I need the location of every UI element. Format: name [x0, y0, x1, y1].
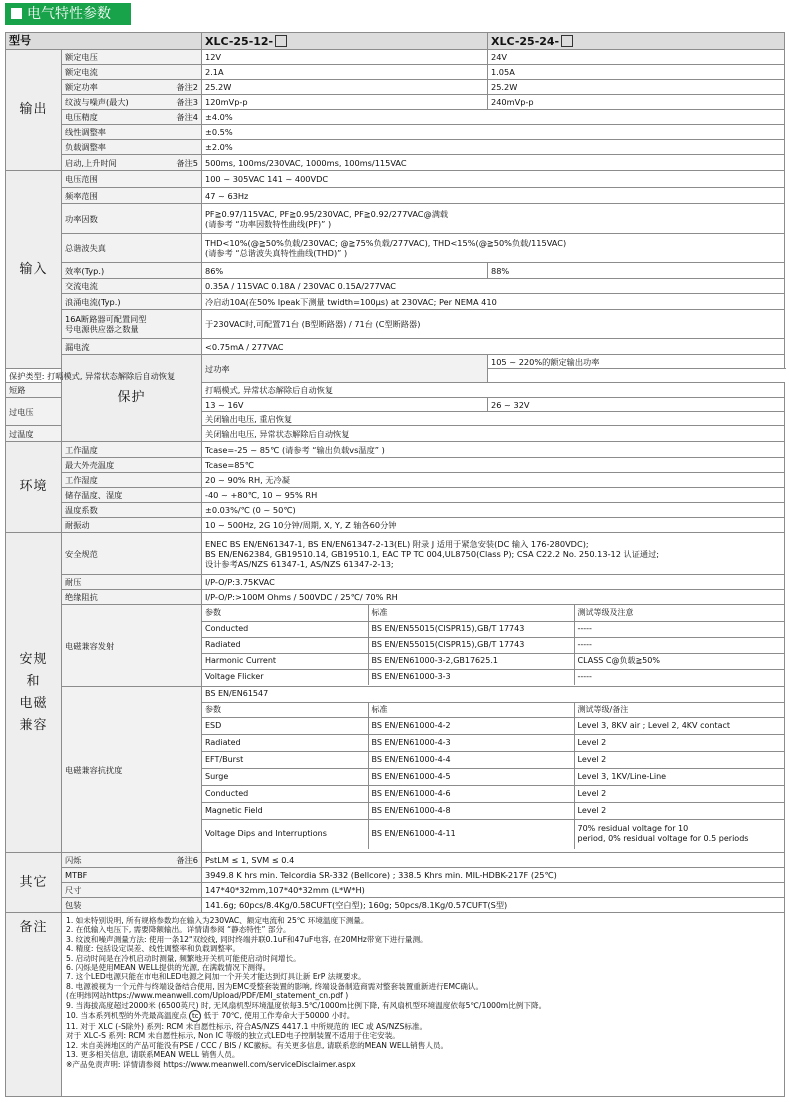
row-value: 10 ~ 500Hz, 2G 10分钟/周期, X, Y, Z 轴各60分钟	[202, 518, 785, 533]
param: Voltage Flicker	[202, 669, 368, 685]
param: Magnetic Field	[202, 802, 368, 819]
section-title	[5, 3, 131, 25]
row-label: 效率(Typ.)	[62, 263, 202, 279]
notes-block	[62, 913, 785, 1097]
row-value: I/P-O/P:3.75KVAC	[202, 575, 785, 590]
row-label: 漏电流	[62, 339, 202, 355]
std: BS EN/EN61000-4-5	[368, 768, 574, 785]
row-label: 闪烁 备注6	[62, 853, 202, 868]
row-value: ±0.03%/℃ (0 ~ 50℃)	[202, 503, 785, 518]
param: Conducted	[202, 785, 368, 802]
row-label: MTBF	[62, 868, 202, 883]
row-label: 过功率	[202, 355, 488, 383]
col-header: 测试等级/备注	[574, 702, 784, 717]
param: Harmonic Current	[202, 653, 368, 669]
col-header: 参数	[202, 702, 368, 717]
value-24: 240mVp-p	[488, 95, 785, 110]
row-label: 过电压	[6, 398, 62, 426]
row-value: 500ms, 100ms/230VAC, 1000ms, 100ms/115VAC	[202, 155, 785, 171]
model-12: XLC-25-12-	[202, 33, 488, 50]
note-line: 4. 精度: 包括设定误差、线性调整率和负载调整率。	[66, 944, 241, 954]
row-value: 105 ~ 220%的额定输出功率	[488, 355, 785, 369]
row-label: 耐振动	[62, 518, 202, 533]
row-value: 关闭输出电压, 异常状态解除后自动恢复	[202, 426, 785, 442]
row-value: 冷启动10A(在50% Ipeak下测量 twidth=100μs) at 230VAC; Per NEMA 410	[202, 294, 785, 310]
row-value: 关闭输出电压, 重启恢复	[202, 412, 785, 426]
row-value: ENEC BS EN/EN61347-1, BS EN/EN61347-2-13(EL) 附录 J 适用于紧急安装(DC 输入 176-280VDC); BS EN/EN62384, GB19510.14, GB19510.1, EAC TP TC 004,UL8750(Class P); CSA C22.2 No. 250.13-12 认证通过; 设计参考AS/NZS 61347-1, AS/NZS 61347-2-13;	[202, 533, 785, 575]
std: BS EN/EN61000-3-2,GB17625.1	[368, 653, 574, 669]
row-label: 安全规范	[62, 533, 202, 575]
level: -----	[574, 621, 784, 637]
row-label: 尺寸	[62, 883, 202, 898]
col-header: 标准	[368, 605, 574, 621]
row-value: 打嗝模式, 异常状态解除后自动恢复	[202, 383, 785, 398]
row-value: Tcase=85℃	[202, 458, 785, 473]
row-value: Tcase=-25 ~ 85℃ (请参考 “输出负载vs温度” )	[202, 442, 785, 458]
value-12: 2.1A	[202, 65, 488, 80]
param: Voltage Dips and Interruptions	[202, 819, 368, 849]
row-label: 16A断路器可配置同型 号电源供应器之数量	[62, 310, 202, 339]
row-label: 额定电流	[62, 65, 202, 80]
value-24: 1.05A	[488, 65, 785, 80]
note-line: 8. 电源被视为一个元件与终端设备结合使用, 因为EMC受整套装置的影响, 终端设备制造商需对整套装置重新进行EMC确认。	[66, 981, 484, 991]
level: Level 3, 1KV/Line-Line	[574, 768, 784, 785]
std: BS EN/EN61000-4-4	[368, 751, 574, 768]
col-header: 测试等级及注意	[574, 605, 784, 621]
note-line: 11. 对于 XLC (-S除外) 系列: RCM 未自愿性标示, 符合AS/NZS 4417.1 中所规范的 IEC 或 AS/NZS标准。	[66, 1022, 428, 1032]
row-label: 最大外壳温度	[62, 458, 202, 473]
row-label: 浪涌电流(Typ.)	[62, 294, 202, 310]
row-label: 工作湿度	[62, 473, 202, 488]
row-value: <0.75mA / 277VAC	[202, 339, 785, 355]
row-label: 启动,上升时间 备注5	[62, 155, 202, 171]
row-label: 电压精度 备注4	[62, 110, 202, 125]
note-line: 2. 在低输入电压下, 需要降额输出。详情请参阅 “静态特性” 部分。	[66, 925, 291, 935]
note-line: 7. 这个LED电源只能在市电和LED电源之间加一个开关才能达到灯具让新 ErP 法规要求。	[66, 972, 366, 982]
group-notes: 备注	[6, 913, 62, 1097]
row-value: 47 ~ 63Hz	[202, 188, 785, 204]
row-value: ±0.5%	[202, 125, 785, 140]
value-12: 25.2W	[202, 80, 488, 95]
level: CLASS C@负载≧50%	[574, 653, 784, 669]
note-line: 6. 闪烁是使用MEAN WELL提供的光源, 在满载情况下测得。	[66, 963, 271, 973]
emc-emission-table	[202, 605, 785, 687]
value-24: 25.2W	[488, 80, 785, 95]
row-label: 额定电压	[62, 50, 202, 65]
row-value: 保护类型: 打嗝模式, 异常状态解除后自动恢复	[6, 369, 202, 383]
row-label: 电磁兼容发射	[62, 605, 202, 687]
std: BS EN/EN61000-4-8	[368, 802, 574, 819]
note-line: ※产品免责声明: 详情请参阅 https://www.meanwell.com/serviceDisclaimer.aspx	[66, 1059, 356, 1069]
checkbox-icon	[275, 35, 287, 47]
note-line: 13. 更多相关信息, 请联系MEAN WELL 销售人员。	[66, 1050, 240, 1060]
param: Conducted	[202, 621, 368, 637]
level: -----	[574, 637, 784, 653]
row-label: 负载调整率	[62, 140, 202, 155]
group-environment: 环境	[6, 442, 62, 533]
group-protection: 保护	[62, 355, 202, 442]
param: EFT/Burst	[202, 751, 368, 768]
row-value: 于230VAC时,可配置71台 (B型断路器) / 71台 (C型断路器)	[202, 310, 785, 339]
row-label: 工作温度	[62, 442, 202, 458]
note-line: 3. 纹波和噪声测量方法: 使用一条12"双绞线, 同时终端并联0.1uF和47uF电容, 在20MHz带宽下进行量测。	[66, 934, 428, 944]
row-value: 3949.8 K hrs min. Telcordia SR-332 (Bellcore) ; 338.5 Khrs min. MIL-HDBK-217F (25℃)	[202, 868, 785, 883]
row-value: I/P-O/P:>100M Ohms / 500VDC / 25℃/ 70% RH	[202, 590, 785, 605]
col-header: 标准	[368, 702, 574, 717]
row-label: 总谐波失真	[62, 234, 202, 263]
row-label: 储存温度、湿度	[62, 488, 202, 503]
row-label: 额定功率 备注2	[62, 80, 202, 95]
level: Level 2	[574, 751, 784, 768]
row-label: 绝缘阻抗	[62, 590, 202, 605]
value-12: 12V	[202, 50, 488, 65]
row-value: 100 ~ 305VAC 141 ~ 400VDC	[202, 171, 785, 188]
level: Level 3, 8KV air ; Level 2, 4KV contact	[574, 717, 784, 734]
row-value: ±2.0%	[202, 140, 785, 155]
row-value: -40 ~ +80℃, 10 ~ 95% RH	[202, 488, 785, 503]
note-line: 9. 当海拔高度超过2000米 (6500英尺) 时, 无风扇机型环境温度依每3.5℃/1000m比例下降, 有风扇机型环境温度依每5℃/1000m比例下降。	[66, 1000, 547, 1010]
spec-table	[5, 32, 785, 1097]
level: 70% residual voltage for 10 period, 0% residual voltage for 0.5 periods	[574, 819, 784, 849]
note-line: 5. 启动时间是在冷机启动时测量, 频繁地开关机可能使启动时间增长。	[66, 953, 301, 963]
row-label: 耐压	[62, 575, 202, 590]
std: BS EN/EN55015(CISPR15),GB/T 17743	[368, 637, 574, 653]
row-value: PstLM ≤ 1, SVM ≤ 0.4	[202, 853, 785, 868]
param: ESD	[202, 717, 368, 734]
value-24: 88%	[488, 263, 785, 279]
col-header: 参数	[202, 605, 368, 621]
std: BS EN/EN61000-4-2	[368, 717, 574, 734]
level: Level 2	[574, 734, 784, 751]
tc-icon: tc	[189, 1010, 201, 1022]
row-label: 电压范围	[62, 171, 202, 188]
param: Radiated	[202, 734, 368, 751]
model-row	[6, 33, 785, 50]
group-input: 输入	[6, 171, 62, 369]
row-label: 短路	[6, 383, 62, 398]
section-title-text: 电气特性参数	[27, 6, 111, 22]
note-line: 1. 如未特别说明, 所有规格参数均在输入为230VAC、额定电流和 25℃ 环境温度下测量。	[66, 916, 369, 925]
emc-immunity-table	[202, 687, 785, 853]
checkbox-icon	[561, 35, 573, 47]
level: -----	[574, 669, 784, 685]
row-label: 温度系数	[62, 503, 202, 518]
level: Level 2	[574, 785, 784, 802]
immunity-standard: BS EN/EN61547	[202, 687, 784, 702]
note-line: 12. 未自美洲地区的产品可能没有PSE / CCC / BIS / KC徽标。有关更多信息, 请联系您的MEAN WELL销售人员。	[66, 1040, 449, 1050]
row-label: 交流电流	[62, 279, 202, 294]
row-value: ±4.0%	[202, 110, 785, 125]
row-label: 过温度	[6, 426, 62, 442]
note-line: 10. 当本系列机型的外壳最高温度点 tc 低于 70℃, 使用工作寿命大于50000 小时。	[66, 1011, 355, 1021]
row-value: 20 ~ 90% RH, 无冷凝	[202, 473, 785, 488]
group-output: 输出	[6, 50, 62, 171]
row-label: 包装	[62, 898, 202, 913]
row-label: 纹波与噪声(最大) 备注3	[62, 95, 202, 110]
value-24: 26 ~ 32V	[488, 398, 785, 412]
note-line: (在明纬网站https://www.meanwell.com/Upload/PDF/EMI_statement_cn.pdf )	[66, 991, 349, 1001]
row-value: THD<10%(@≧50%负载/230VAC; @≧75%负载/277VAC), THD<15%(@≧50%负载/115VAC) (请参考 “总谐波失真特性曲线(THD)” )	[202, 234, 785, 263]
note-line: 对于 XLC-S 系列: RCM 未自愿性标示, Non IC 等级的独立式LED电子控制装置不适用于住宅安装。	[66, 1031, 400, 1041]
row-label: 电磁兼容抗扰度	[62, 687, 202, 853]
value-12: 86%	[202, 263, 488, 279]
std: BS EN/EN61000-4-11	[368, 819, 574, 849]
param: Radiated	[202, 637, 368, 653]
row-label: 频率范围	[62, 188, 202, 204]
row-label: 线性调整率	[62, 125, 202, 140]
std: BS EN/EN61000-3-3	[368, 669, 574, 685]
value-12: 13 ~ 16V	[202, 398, 488, 412]
model-label: 型号	[6, 33, 202, 50]
row-value: PF≧0.97/115VAC, PF≧0.95/230VAC, PF≧0.92/277VAC@满载 (请参考 “功率因数特性曲线(PF)” )	[202, 204, 785, 234]
group-safety-emc: 安规 和 电磁 兼容	[6, 533, 62, 853]
level: Level 2	[574, 802, 784, 819]
std: BS EN/EN61000-4-3	[368, 734, 574, 751]
square-icon	[11, 8, 22, 19]
row-value: 147*40*32mm,107*40*32mm (L*W*H)	[202, 883, 785, 898]
row-value: 0.35A / 115VAC 0.18A / 230VAC 0.15A/277VAC	[202, 279, 785, 294]
row-label: 功率因数	[62, 204, 202, 234]
value-12: 120mVp-p	[202, 95, 488, 110]
model-24: XLC-25-24-	[488, 33, 785, 50]
std: BS EN/EN61000-4-6	[368, 785, 574, 802]
param: Surge	[202, 768, 368, 785]
row-value: 141.6g; 60pcs/8.4Kg/0.58CUFT(空白型); 160g; 50pcs/8.1Kg/0.57CUFT(S型)	[202, 898, 785, 913]
value-24: 24V	[488, 50, 785, 65]
group-others: 其它	[6, 853, 62, 913]
std: BS EN/EN55015(CISPR15),GB/T 17743	[368, 621, 574, 637]
